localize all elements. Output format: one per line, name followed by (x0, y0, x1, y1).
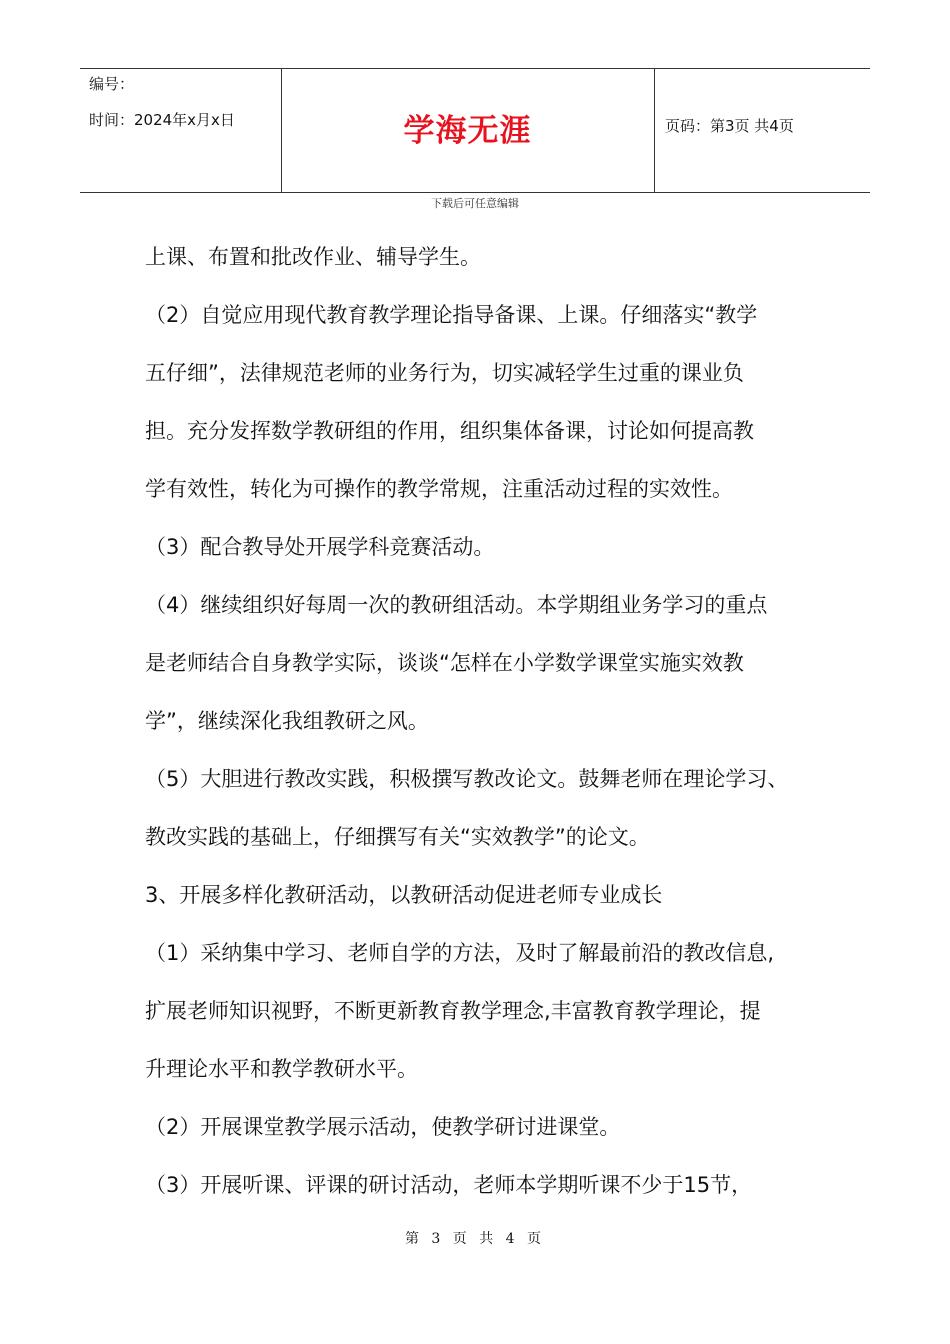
logo-title: 学海无涯 (403, 113, 532, 149)
body-line: 升理论水平和教学教研水平。 (145, 1057, 418, 1081)
header-logo-cell (281, 69, 655, 192)
body-line: 担。充分发挥数学教研组的作用，组织集体备课，讨论如何提高教 (145, 419, 754, 443)
document-header (80, 68, 870, 193)
body-line: 学”，继续深化我组教研之风。 (145, 709, 429, 733)
header-page-cell (654, 69, 870, 192)
body-line: 3、开展多样化教研活动，以教研活动促进老师专业成长 (145, 883, 663, 907)
body-line: （2）自觉应用现代教育教学理论指导备课、上课。仔细落实“教学 (145, 303, 758, 327)
body-line: 教改实践的基础上，仔细撰写有关“实效教学”的论文。 (145, 825, 650, 849)
editable-note: 下载后可任意编辑 (431, 197, 519, 210)
body-line: 上课、布置和批改作业、辅导学生。 (145, 245, 481, 269)
body-line: （2）开展课堂教学展示活动，使教学研讨进课堂。 (145, 1115, 621, 1139)
body-line: （5）大胆进行教改实践，积极撰写教改论文。鼓舞老师在理论学习、 (145, 767, 789, 791)
body-line: 是老师结合自身教学实际，谈谈“怎样在小学数学课堂实施实效教 (145, 651, 744, 675)
body-line: 五仔细”，法律规范老师的业务行为，切实减轻学生过重的课业负 (145, 361, 744, 385)
page-code-label: 页码：第3页 共4页 (665, 117, 794, 135)
body-line: （4）继续组织好每周一次的教研组活动。本学期组业务学习的重点 (145, 593, 768, 617)
body-line: （3）配合教导处开展学科竞赛活动。 (145, 535, 495, 559)
body-line: 扩展老师知识视野，不断更新教育教学理念,丰富教育教学理论，提 (145, 999, 761, 1023)
body-line: （3）开展听课、评课的研讨活动，老师本学期听课不少于15节， (145, 1173, 753, 1197)
body-text (145, 238, 845, 1224)
body-line: （1）采纳集中学习、老师自学的方法，及时了解最前沿的教改信息, (145, 941, 775, 965)
header-meta-cell (80, 69, 282, 192)
document-time-label: 时间：2024年x月x日 (89, 111, 235, 129)
page-footer: 第 3 页 共 4 页 (404, 1231, 546, 1247)
body-line: 学有效性，转化为可操作的教学常规，注重活动过程的实效性。 (145, 477, 733, 501)
document-number-label: 编号： (89, 75, 135, 93)
